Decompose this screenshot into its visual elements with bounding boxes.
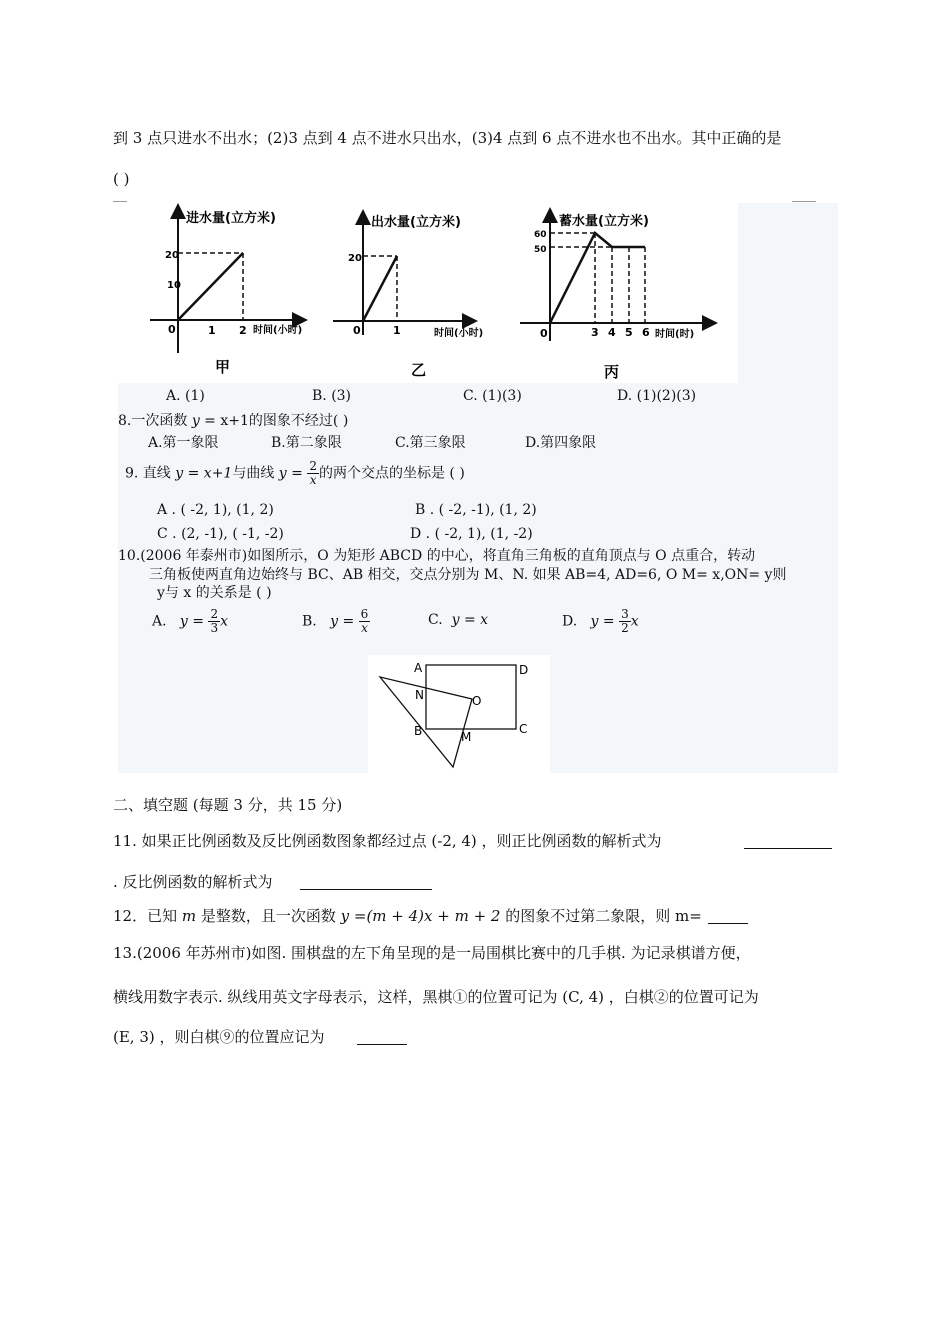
- label-a: A: [414, 661, 423, 675]
- jia-ytick-20: 20: [165, 250, 179, 261]
- jia-ytick-10: 10: [167, 280, 181, 291]
- bing-xlabel: 时间(时): [655, 329, 695, 340]
- q10-d-var: x: [630, 613, 639, 630]
- q13-blank[interactable]: [357, 1028, 407, 1045]
- q8-expr-rest: = x+1: [199, 413, 249, 429]
- q10-b-label: B.: [302, 613, 317, 630]
- bing-series-line: [550, 233, 645, 323]
- jia-origin: 0: [168, 323, 176, 336]
- q10-a-lhs: y =: [179, 613, 205, 630]
- q9-option-d: D . ( -2, 1), (1, -2): [410, 526, 533, 542]
- divider-left: [113, 201, 127, 202]
- yi-ytick-20: 20: [348, 253, 362, 264]
- q10-b-num: 6: [360, 607, 369, 621]
- q9-option-b: B . ( -2, -1), (1, 2): [415, 502, 537, 518]
- bing-xtick-5: 5: [625, 326, 633, 339]
- q12-suffix: 的图象不过第二象限，则 m=: [500, 907, 702, 925]
- bing-xtick-6: 6: [642, 326, 650, 339]
- label-m: M: [461, 730, 472, 744]
- q10-b-frac: [359, 608, 371, 635]
- q8-suffix: 的图象不经过( ): [248, 413, 349, 429]
- q8-option-d: D.第四象限: [525, 435, 597, 451]
- bing-ytick-60: 60: [534, 230, 547, 240]
- q8-option-c: C.第三象限: [395, 435, 466, 451]
- q10-d-den: 2: [621, 621, 629, 635]
- q7-intro-line: 到 3 点只进水不出水；(2)3 点到 4 点不进水只出水，(3)4 点到 6 点不进水也不出水。其中正确的是: [113, 129, 782, 147]
- q9-line-expr: y = x+1: [175, 465, 233, 482]
- q12-mid: 是整数，且一次函数: [196, 907, 341, 925]
- q10-option-b: [302, 608, 370, 635]
- q7-answer-paren: ( ): [113, 170, 130, 188]
- q9-fraction-den: x: [309, 473, 317, 487]
- q9-stem: [125, 460, 465, 487]
- label-c: C: [519, 722, 528, 736]
- q8-prefix: 8.一次函数: [118, 413, 192, 429]
- q11-blank-2[interactable]: [300, 873, 432, 890]
- q10-line2: 三角板使两直角边始终与 BC、AB 相交，交点分别为 M、N. 如果 AB=4, AD=6, O M= x,ON= y则: [149, 567, 787, 583]
- q10-option-a: [152, 608, 228, 635]
- section2-title: 二、填空题 (每题 3 分，共 15 分): [113, 796, 343, 814]
- q8-expr-y: y: [191, 413, 200, 429]
- q10-d-frac: [619, 608, 631, 635]
- q12-expr: y =(m + 4)x + m + 2: [340, 907, 501, 925]
- label-b: B: [414, 724, 423, 738]
- graph-jia: [150, 210, 302, 376]
- q9-fraction: [307, 460, 319, 487]
- q13-line1: 13.(2006 年苏州市)如图. 围棋盘的左下角呈现的是一局围棋比赛中的几手棋. 为记录棋谱方便，: [113, 944, 751, 962]
- q12-stem: [113, 905, 702, 926]
- bing-origin: 0: [540, 327, 548, 340]
- q9-prefix: 9. 直线: [125, 465, 176, 482]
- jia-xtick-1: 1: [208, 324, 216, 337]
- q10-a-frac: [208, 608, 220, 635]
- water-graphs: [118, 203, 738, 383]
- bing-caption: 丙: [604, 363, 620, 381]
- q7-option-b: B. (3): [312, 388, 352, 404]
- rectangle-abcd: [426, 665, 516, 729]
- bing-ylabel: 蓄水量(立方米): [559, 214, 649, 229]
- q10-d-num: 3: [621, 607, 629, 621]
- q10-line3: y与 x 的关系是 ( ): [157, 585, 272, 601]
- q7-option-a: A. (1): [166, 388, 205, 404]
- q12-prefix: 12．已知: [113, 907, 182, 925]
- q8-option-b: B.第二象限: [271, 435, 342, 451]
- bing-ytick-50: 50: [534, 245, 547, 255]
- q11-blank-1[interactable]: [744, 832, 832, 849]
- q10-d-label: D.: [562, 613, 578, 630]
- q12-m: m: [181, 907, 197, 925]
- q8-stem: [118, 410, 348, 430]
- q10-option-d: [562, 608, 639, 635]
- q10-line1: 10.(2006 年泰州市)如图所示，O 为矩形 ABCD 的中心，将直角三角板的直角顶点与 O 点重合，转动: [118, 548, 756, 564]
- q10-d-lhs: y =: [590, 613, 615, 630]
- yi-ylabel: 出水量(立方米): [371, 215, 461, 230]
- yi-series-line: [363, 256, 397, 321]
- label-d: D: [519, 663, 529, 677]
- jia-xlabel: 时间(小时): [253, 325, 303, 336]
- q9-fraction-num: 2: [309, 459, 317, 473]
- q11-line1: 11. 如果正比例函数及反比例函数图象都经过点 (-2, 4) ，则正比例函数的解析式为: [113, 832, 662, 850]
- bing-xtick-3: 3: [591, 326, 599, 339]
- divider-right: [792, 201, 816, 202]
- yi-caption: 乙: [411, 361, 427, 379]
- yi-xlabel: 时间(小时): [434, 328, 484, 339]
- q10-a-label: A.: [152, 613, 167, 630]
- label-n: N: [415, 688, 424, 702]
- q7-option-c: C. (1)(3): [463, 388, 522, 404]
- q10-a-den: 3: [210, 621, 219, 635]
- jia-series-line: [178, 253, 243, 320]
- q10-c-expr: y = x: [451, 612, 489, 628]
- label-o: O: [472, 694, 482, 708]
- q10-b-lhs: y =: [330, 613, 355, 630]
- bing-xtick-4: 4: [608, 326, 616, 339]
- yi-origin: 0: [353, 324, 361, 337]
- jia-ylabel: 进水量(立方米): [186, 211, 276, 226]
- q13-line3: (E, 3) ，则白棋⑨的位置应记为: [113, 1028, 325, 1046]
- q10-a-var: x: [220, 613, 229, 630]
- q9-option-c: C . (2, -1), ( -1, -2): [157, 526, 284, 542]
- q9-curve-lhs: y =: [278, 465, 303, 482]
- q12-blank[interactable]: [708, 907, 748, 924]
- q10-option-c: [428, 612, 488, 628]
- q9-mid: 与曲线: [232, 465, 279, 482]
- yi-xtick-1: 1: [393, 324, 401, 337]
- graph-yi: [333, 214, 483, 379]
- graph-bing: [520, 213, 710, 381]
- q10-b-den: x: [361, 621, 368, 635]
- jia-xtick-2: 2: [239, 324, 247, 337]
- q11-line2: . 反比例函数的解析式为: [113, 873, 273, 891]
- q9-option-a: A . ( -2, 1), (1, 2): [157, 502, 274, 518]
- q10-c-label: C.: [428, 612, 443, 628]
- q13-line2: 横线用数字表示. 纵线用英文字母表示，这样，黑棋①的位置可记为 (C, 4) ，白棋②的位置可记为: [113, 988, 759, 1006]
- q9-suffix: 的两个交点的坐标是 ( ): [318, 465, 465, 482]
- q10-a-num: 2: [210, 607, 219, 621]
- q10-geometry-figure: [368, 655, 550, 773]
- q7-option-d: D. (1)(2)(3): [617, 388, 697, 404]
- q8-option-a: A.第一象限: [148, 435, 219, 451]
- jia-caption: 甲: [215, 358, 231, 376]
